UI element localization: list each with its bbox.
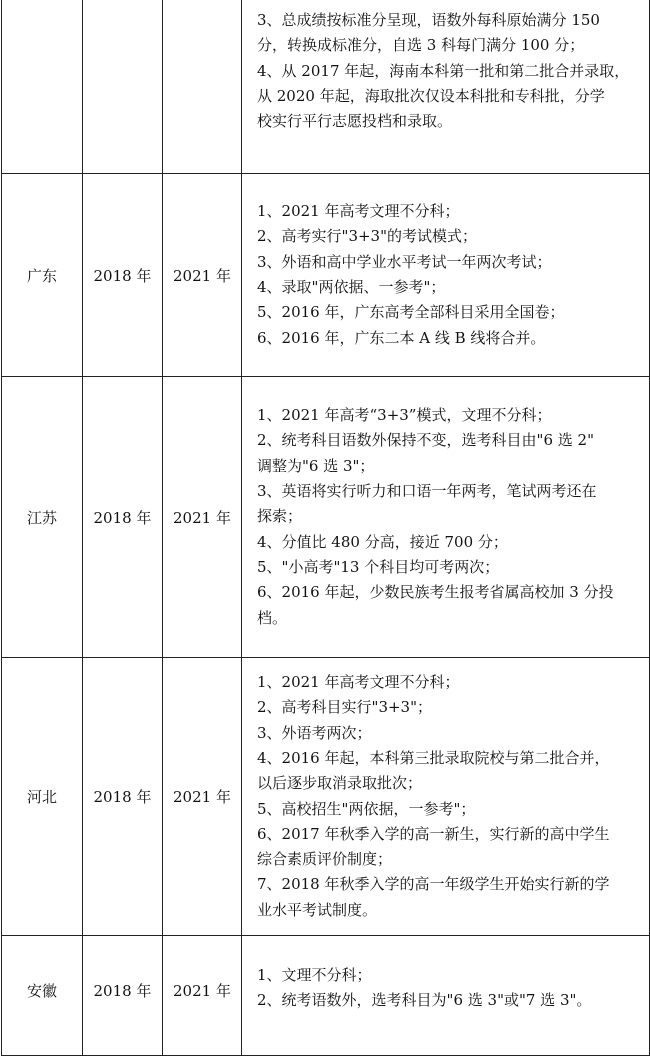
note-line: 3、英语将实行听力和口语一年两考，笔试两考还在 (257, 482, 597, 501)
end-year-cell: 2021 年 (163, 936, 242, 1056)
note-line: 从 2020 年起，海取批次仅设本科批和专科批，分学 (257, 86, 605, 105)
note-line: 3、外语考两次； (257, 723, 372, 742)
reform-table (1, 0, 650, 1056)
table-row (2, 0, 650, 174)
end-year-cell (163, 0, 242, 174)
start-year-cell: 2018 年 (83, 936, 163, 1056)
note-line: 3、外语和高中学业水平考试一年两次考试； (257, 252, 552, 271)
note-line: 2、统考科目语数外保持不变，选考科目由"6 选 2" (257, 431, 594, 450)
province-cell: 广东 (2, 174, 83, 377)
note-line: 档。 (257, 608, 288, 627)
note-line: 1、文理不分科； (257, 966, 372, 984)
table-row (2, 174, 650, 377)
note-line: 4、录取"两依据、一参考"； (257, 278, 446, 296)
note-line: 分，转换成标准分，自选 3 科每门满分 100 分； (257, 36, 585, 55)
note-line: 3、总成绩按标准分呈现，语数外每科原始满分 150 (257, 11, 600, 29)
note-line: 6、2016 年，广东二本 A 线 B 线将合并。 (257, 328, 546, 347)
note-line: 7、2018 年秋季入学的高一年级学生开始实行新的学 (257, 875, 610, 894)
note-line: 5、"小高考"13 个科目均可考两次； (257, 557, 500, 576)
note-line: 调整为"6 选 3"； (257, 456, 375, 475)
notes-cell (242, 936, 650, 1056)
start-year-cell: 2018 年 (83, 377, 163, 658)
note-line: 校实行平行志愿投档和录取。 (257, 112, 453, 131)
notes-cell (242, 658, 650, 936)
end-year-cell: 2021 年 (163, 377, 242, 658)
start-year-cell: 2018 年 (83, 174, 163, 377)
note-line: 4、2016 年起，本科第三批录取院校与第二批合并， (257, 748, 610, 767)
note-line: 4、分值比 480 分高，接近 700 分； (257, 532, 508, 551)
note-line: 2、高考实行"3+3"的考试模式； (257, 227, 477, 246)
start-year-cell: 2018 年 (83, 658, 163, 936)
note-line: 1、2021 年高考“3+3”模式，文理不分科； (257, 406, 552, 425)
table-row (2, 936, 650, 1056)
province-cell: 河北 (2, 658, 83, 936)
note-line: 4、从 2017 年起，海南本科第一批和第二批合并录取， (257, 61, 630, 80)
note-line: 6、2017 年秋季入学的高一新生，实行新的高中学生 (257, 824, 610, 843)
table-row (2, 377, 650, 658)
table-row (2, 658, 650, 936)
start-year-cell (83, 0, 163, 174)
note-line: 以后逐步取消录取批次； (257, 774, 423, 793)
notes-cell (242, 377, 650, 658)
note-line: 5、2016 年，广东高考全部科目采用全国卷； (257, 303, 565, 322)
province-cell: 安徽 (2, 936, 83, 1056)
note-line: 1、2021 年高考文理不分科； (257, 202, 460, 221)
notes-cell (242, 174, 650, 377)
end-year-cell: 2021 年 (163, 174, 242, 377)
note-line: 2、统考语数外，选考科目为"6 选 3"或"7 选 3"。 (257, 991, 592, 1010)
note-line: 2、高考科目实行"3+3"； (257, 698, 432, 717)
notes-cell (242, 0, 650, 174)
note-line: 探索； (257, 507, 303, 526)
note-line: 5、高校招生"两依据，一参考"； (257, 799, 476, 818)
note-line: 1、2021 年高考文理不分科； (257, 673, 460, 692)
note-line: 业水平考试制度。 (257, 900, 378, 919)
note-line: 综合素质评价制度； (257, 850, 393, 869)
province-cell: 江苏 (2, 377, 83, 658)
end-year-cell: 2021 年 (163, 658, 242, 936)
note-line: 6、2016 年起，少数民族考生报考省属高校加 3 分投 (257, 583, 614, 602)
province-cell (2, 0, 83, 174)
